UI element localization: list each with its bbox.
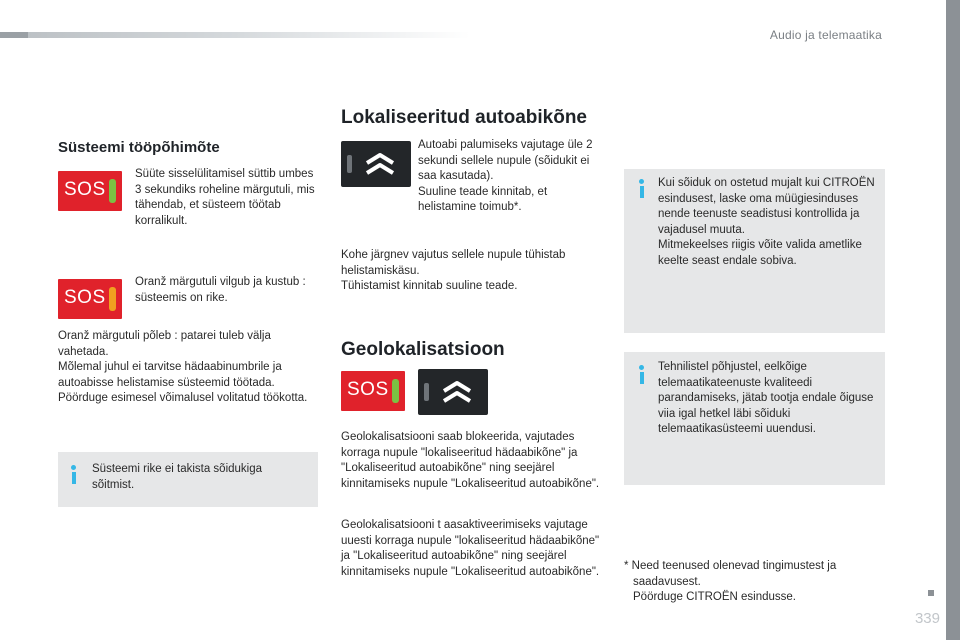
- para-cancel: [341, 248, 601, 295]
- para-line: Tühistamist kinnitab suuline teade.: [341, 280, 518, 292]
- section-title: Audio ja telemaatika: [769, 28, 882, 42]
- note-text: Süsteemi rike ei takista sõidukiga sõitmist.: [92, 463, 263, 491]
- green-led-icon: [392, 379, 399, 403]
- citroen-chevrons-icon: [363, 147, 397, 181]
- info-icon: [636, 179, 648, 199]
- orange-led-icon: [109, 287, 116, 311]
- sos-label: SOS: [347, 379, 389, 400]
- para-line: Kui sõiduk on ostetud mujalt kui CITROËN esindusest, laske oma müügiesinduses nende teenuste seadistusi kontrollida ja vajadusel muuta.: [658, 177, 875, 236]
- para-orange-steady: [58, 329, 308, 407]
- para-line: Mitmekeelses riigis võite valida ametlike keelte seast endale sobiva.: [658, 239, 862, 267]
- info-icon: [636, 365, 648, 385]
- footnote-line: saadavusest.: [633, 575, 701, 588]
- page-number: 339: [914, 610, 940, 627]
- green-led-icon: [109, 179, 116, 203]
- sos-button-green: [58, 171, 122, 211]
- info-text-updates: Tehnilistel põhjustel, eelkõige telemaatikateenuste kvaliteedi parandamiseks, jätab tootja endale õiguse viia igal hetkel läbi sõiduki telemaatikasüsteemi uuendusi.: [658, 361, 874, 435]
- para-geo-block: Geolokalisatsiooni saab blokeerida, vajutades korraga nupule "lokaliseeritud hädaabikõne" ja "Lokaliseeritud autoabikõne" ning seejärel kinnitamiseks nupule "Lokaliseeritud autoabikõne".: [341, 431, 600, 490]
- info-box-settings: [624, 169, 885, 333]
- page-marker: [928, 590, 934, 596]
- para-line: Autoabi palumiseks vajutage üle 2 sekundi sellele nupule (sõidukit ei saa kasutada).: [418, 139, 593, 182]
- heading-system-principle: Süsteemi tööpõhimõte: [58, 139, 220, 156]
- heading-geolocation: Geolokalisatsioon: [341, 339, 505, 360]
- para-line: Mõlemal juhul ei tarvitse hädaabinumbrile ja autoabisse helistamise süsteemid töötada.: [58, 361, 282, 389]
- sos-label: SOS: [64, 287, 106, 308]
- assistance-button: [341, 141, 411, 187]
- header-accent-bar: [0, 32, 28, 38]
- heading-localised-assistance: Lokaliseeritud autoabikõne: [341, 107, 587, 128]
- sos-label: SOS: [64, 179, 106, 200]
- info-box-updates: [624, 352, 885, 485]
- para-green-led: Süüte sisselülitamisel süttib umbes 3 sekundiks roheline märgutuli, mis tähendab, et süsteem töötab korralikult.: [135, 168, 315, 227]
- para-assistance: [418, 138, 608, 216]
- assistance-led-icon: [347, 155, 352, 173]
- note-box-failure: [58, 452, 318, 507]
- header-gradient-bar: [0, 32, 470, 38]
- para-orange-blink: Oranž märgutuli vilgub ja kustub : süsteemis on rike.: [135, 276, 306, 304]
- citroen-chevrons-icon: [440, 375, 474, 409]
- assistance-led-icon: [424, 383, 429, 401]
- footnote-line: * Need teenused olenevad tingimustest ja: [624, 560, 837, 572]
- info-icon: [68, 465, 80, 485]
- assistance-button-geo: [418, 369, 488, 415]
- info-text-settings: [658, 176, 878, 269]
- sos-button-orange: [58, 279, 122, 319]
- para-geo-reactivate: Geolokalisatsiooni t aasaktiveerimiseks vajutage uuesti korraga nupule "lokaliseeritud hädaabikõne" ja "Lokaliseeritud autoabikõne" ning seejärel kinnitamiseks nupule "Lokaliseeritud autoabikõne".: [341, 519, 600, 578]
- page-edge-bar: [946, 0, 960, 640]
- para-line: Suuline teade kinnitab, et helistamine toimub*.: [418, 185, 548, 213]
- footnote: [624, 559, 874, 606]
- sos-button-geo: [341, 371, 405, 411]
- para-line: Pöörduge esimesel võimalusel volitatud töökotta.: [58, 392, 308, 404]
- footnote-line: Pöörduge CITROËN esindusse.: [633, 591, 796, 603]
- para-line: Kohe järgnev vajutus sellele nupule tühistab helistamiskäsu.: [341, 249, 566, 277]
- para-line: Oranž märgutuli põleb : patarei tuleb välja vahetada.: [58, 330, 271, 358]
